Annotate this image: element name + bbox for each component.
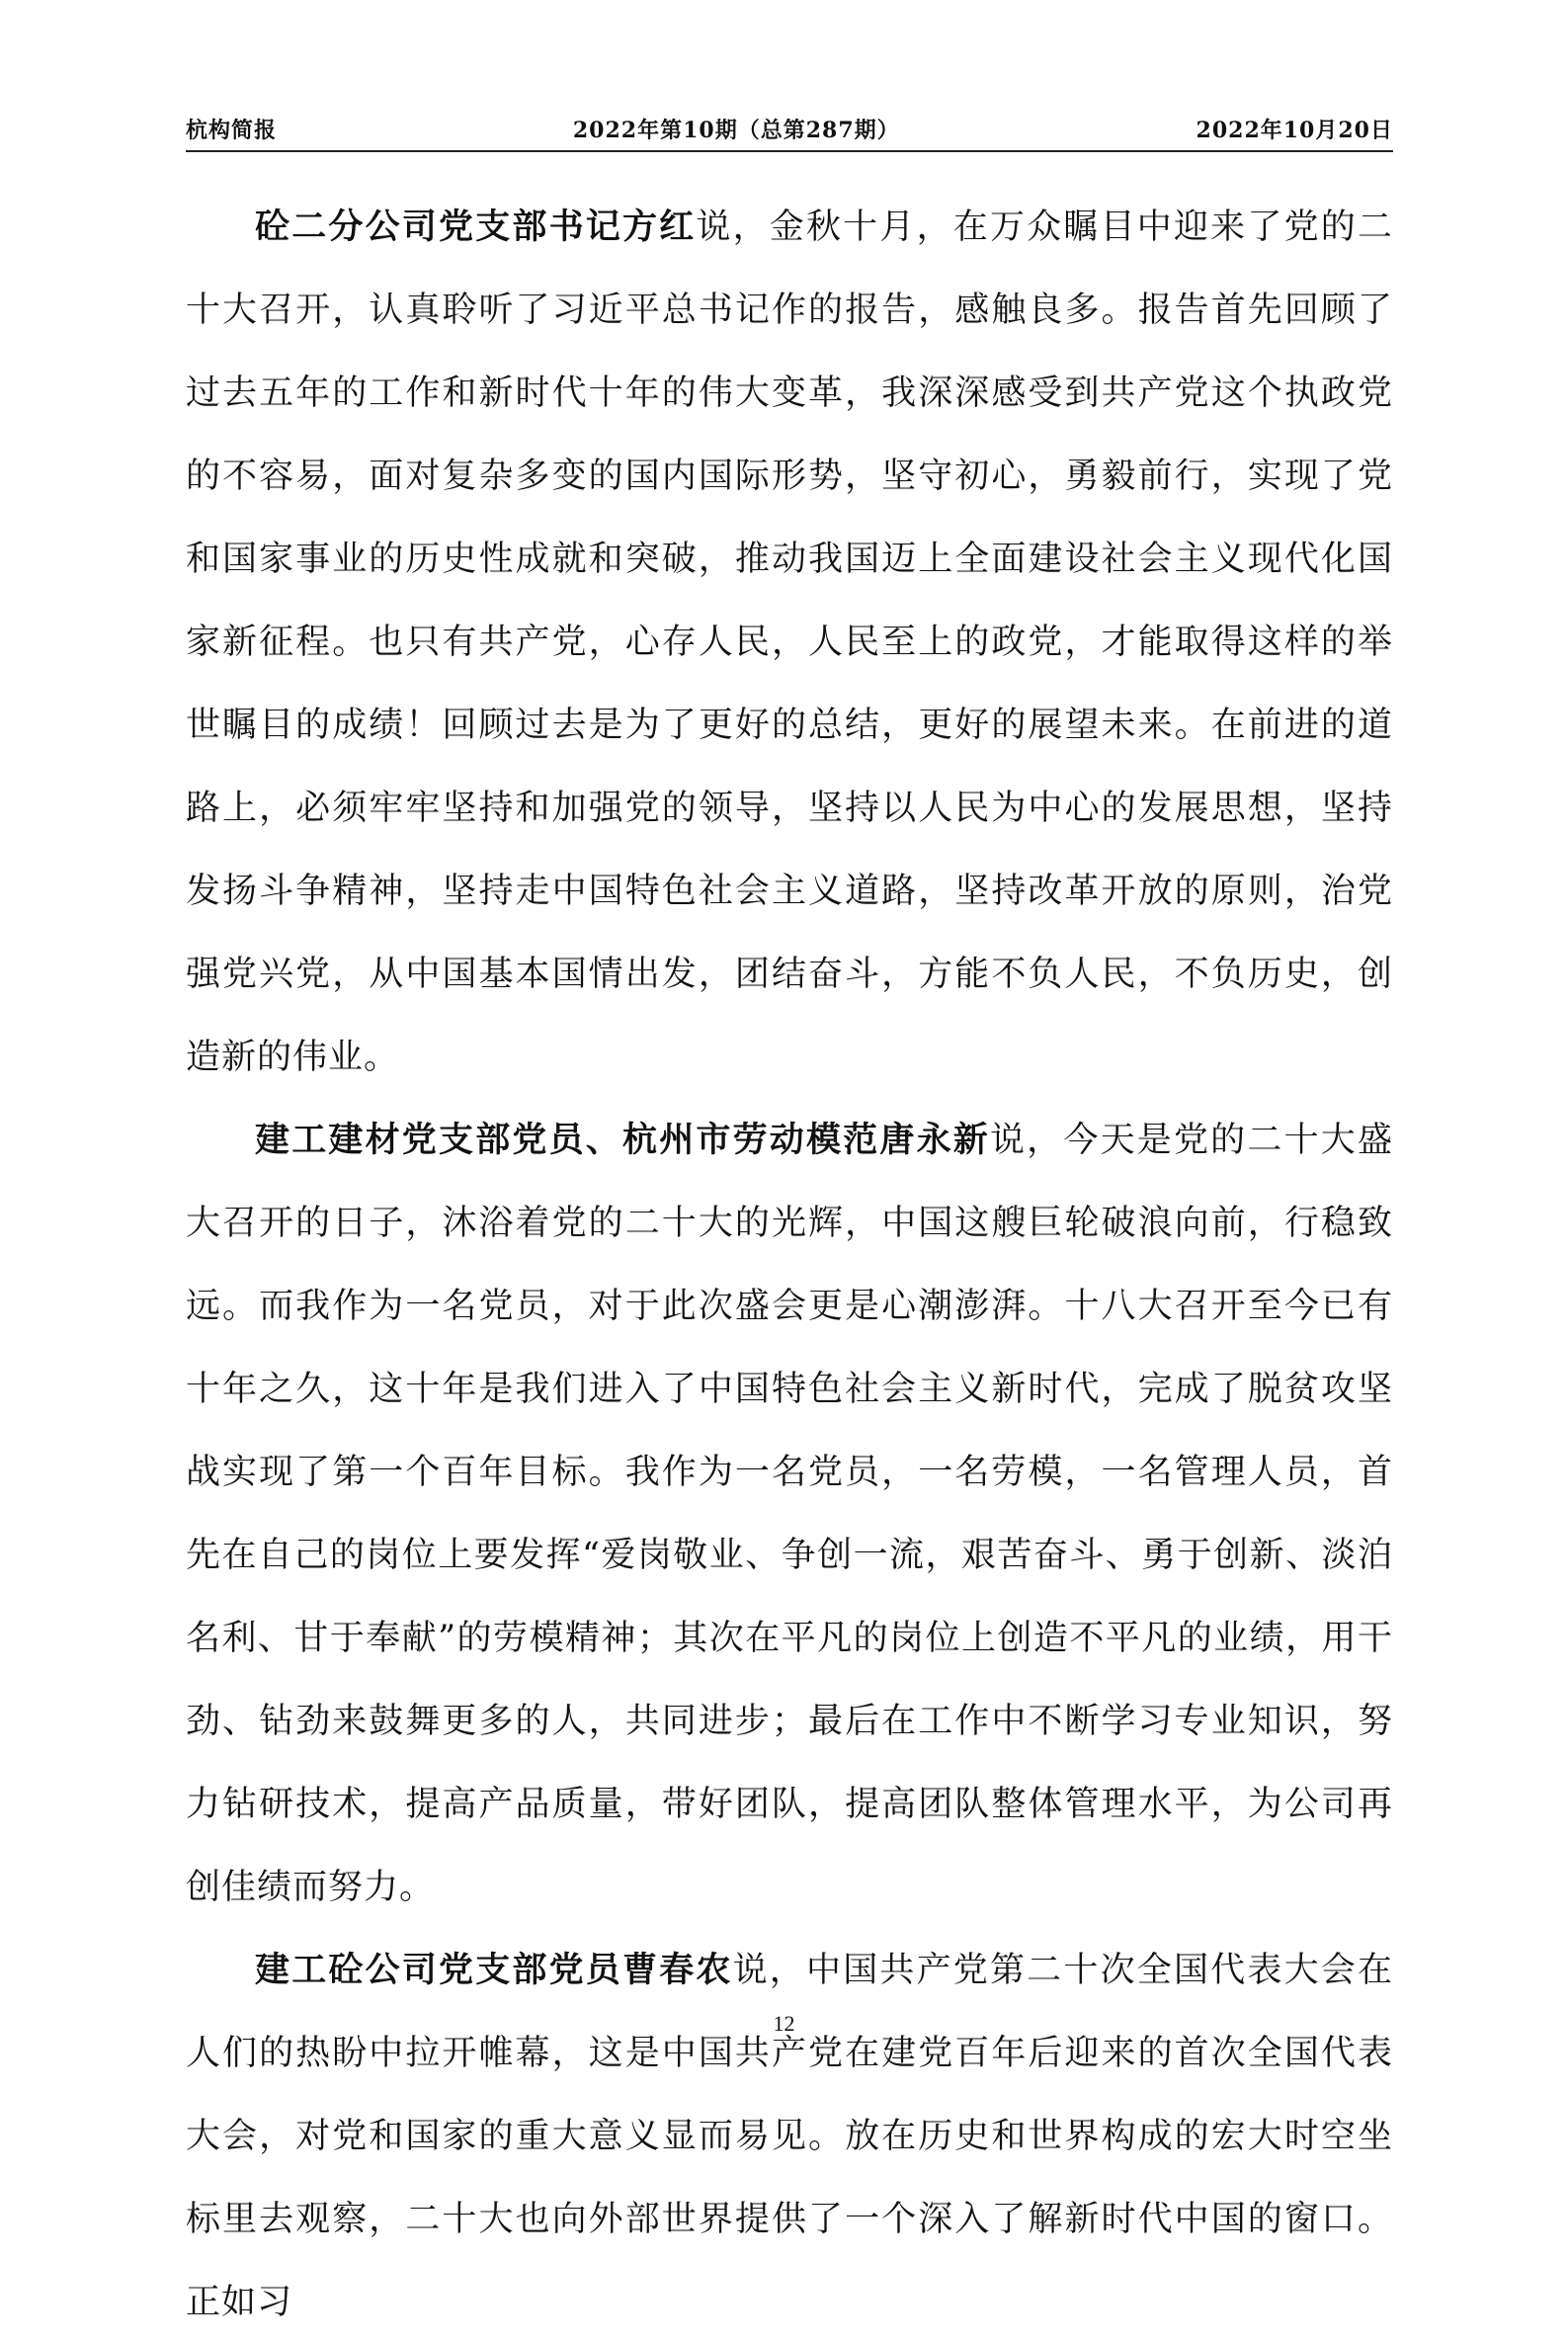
paragraph-text: 说，中国共产党第二十次全国代表大会在人们的热盼中拉开帷幕，这是中国共产党在建党百年后迎来的首次全国代表大会，对党和国家的重大意义显而易见。放在历史和世界构成的宏大时空坐标里去观察，二十大也向外部世界提供了一个深入了解新时代中国的窗口。正如习 [186,1951,1393,2322]
header-divider [186,150,1393,152]
speaker-name: 砼二分公司党支部书记方红 [255,207,697,247]
paragraph-text: 说，今天是党的二十大盛大召开的日子，沐浴着党的二十大的光辉，中国这艘巨轮破浪向前，行稳致远。而我作为一名党员，对于此次盛会更是心潮澎湃。十八大召开至今已有十年之久，这十年是我们进入了中国特色社会主义新时代，完成了脱贫攻坚战实现了第一个百年目标。我作为一名党员，一名劳模，一名管理人员，首先在自己的岗位上要发挥“爱岗敬业、争创一流，艰苦奋斗、勇于创新、淡泊名利、甘于奉献”的劳模精神；其次在平凡的岗位上创造不平凡的业绩，用干劲、钻劲来鼓舞更多的人，共同进步；最后在工作中不断学习专业知识，努力钻研技术，提高产品质量，带好团队，提高团队整体管理水平，为公司再创佳绩而努力。 [186,1121,1393,1907]
paragraph-tang-yongxin [186,1099,1393,1929]
issue-date: 2022年10月20日 [1196,117,1393,143]
paragraph-text: 说，金秋十月，在万众瞩目中迎来了党的二十大召开，认真聆听了习近平总书记作的报告，感触良多。报告首先回顾了过去五年的工作和新时代十年的伟大变革，我深深感受到共产党这个执政党的不容易，面对复杂多变的国内国际形势，坚守初心，勇毅前行，实现了党和国家事业的历史性成就和突破，推动我国迈上全面建设社会主义现代化国家新征程。也只有共产党，心存人民，人民至上的政党，才能取得这样的举世瞩目的成绩！回顾过去是为了更好的总结，更好的展望未来。在前进的道路上，必须牢牢坚持和加强党的领导，坚持以人民为中心的发展思想，坚持发扬斗争精神，坚持走中国特色社会主义道路，坚持改革开放的原则，治党强党兴党，从中国基本国情出发，团结奋斗，方能不负人民，不负历史，创造新的伟业。 [186,208,1393,1077]
page-header [186,109,1393,148]
page-number: 12 [773,2011,795,2036]
speaker-name: 建工建材党支部党员、杭州市劳动模范唐永新 [255,1120,990,1160]
paragraph-fang-hong [186,186,1393,1099]
speaker-name: 建工砼公司党支部党员曹春农 [255,1950,733,1990]
issue-number: 2022年第10期（总第287期） [572,117,900,143]
publication-name: 杭构简报 [186,117,278,143]
paragraph-cao-chunnong [186,1929,1393,2344]
